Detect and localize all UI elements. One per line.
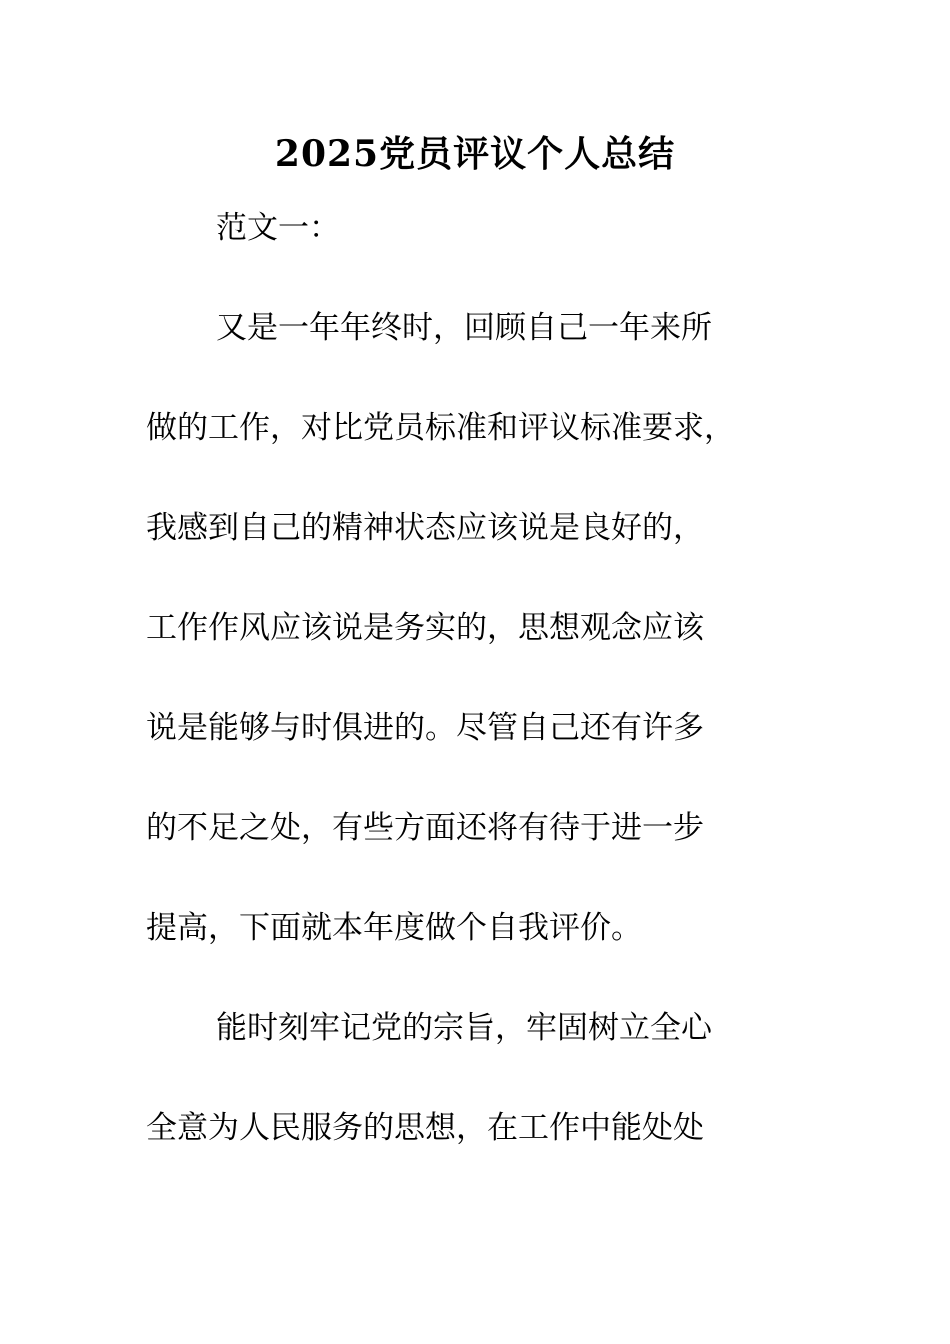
paragraph-line: 工作作风应该说是务实的，思想观念应该 xyxy=(146,610,704,646)
paragraph-line: 全意为人民服务的思想，在工作中能处处 xyxy=(146,1110,704,1146)
paragraph-line: 又是一年年终时，回顾自己一年来所 xyxy=(216,310,712,346)
paragraph-line: 能时刻牢记党的宗旨，牢固树立全心 xyxy=(216,1010,712,1046)
paragraph-line: 我感到自己的精神状态应该说是良好的， xyxy=(146,510,704,546)
paragraph-line: 的不足之处，有些方面还将有待于进一步 xyxy=(146,810,704,846)
document-title: 2025党员评议个人总结 xyxy=(274,133,676,175)
paragraph-line: 提高，下面就本年度做个自我评价。 xyxy=(146,910,642,946)
paragraph-line: 说是能够与时俱进的。尽管自己还有许多 xyxy=(146,710,704,746)
subheading-line: 范文一： xyxy=(216,210,340,246)
paragraph-line: 做的工作，对比党员标准和评议标准要求， xyxy=(146,410,735,446)
